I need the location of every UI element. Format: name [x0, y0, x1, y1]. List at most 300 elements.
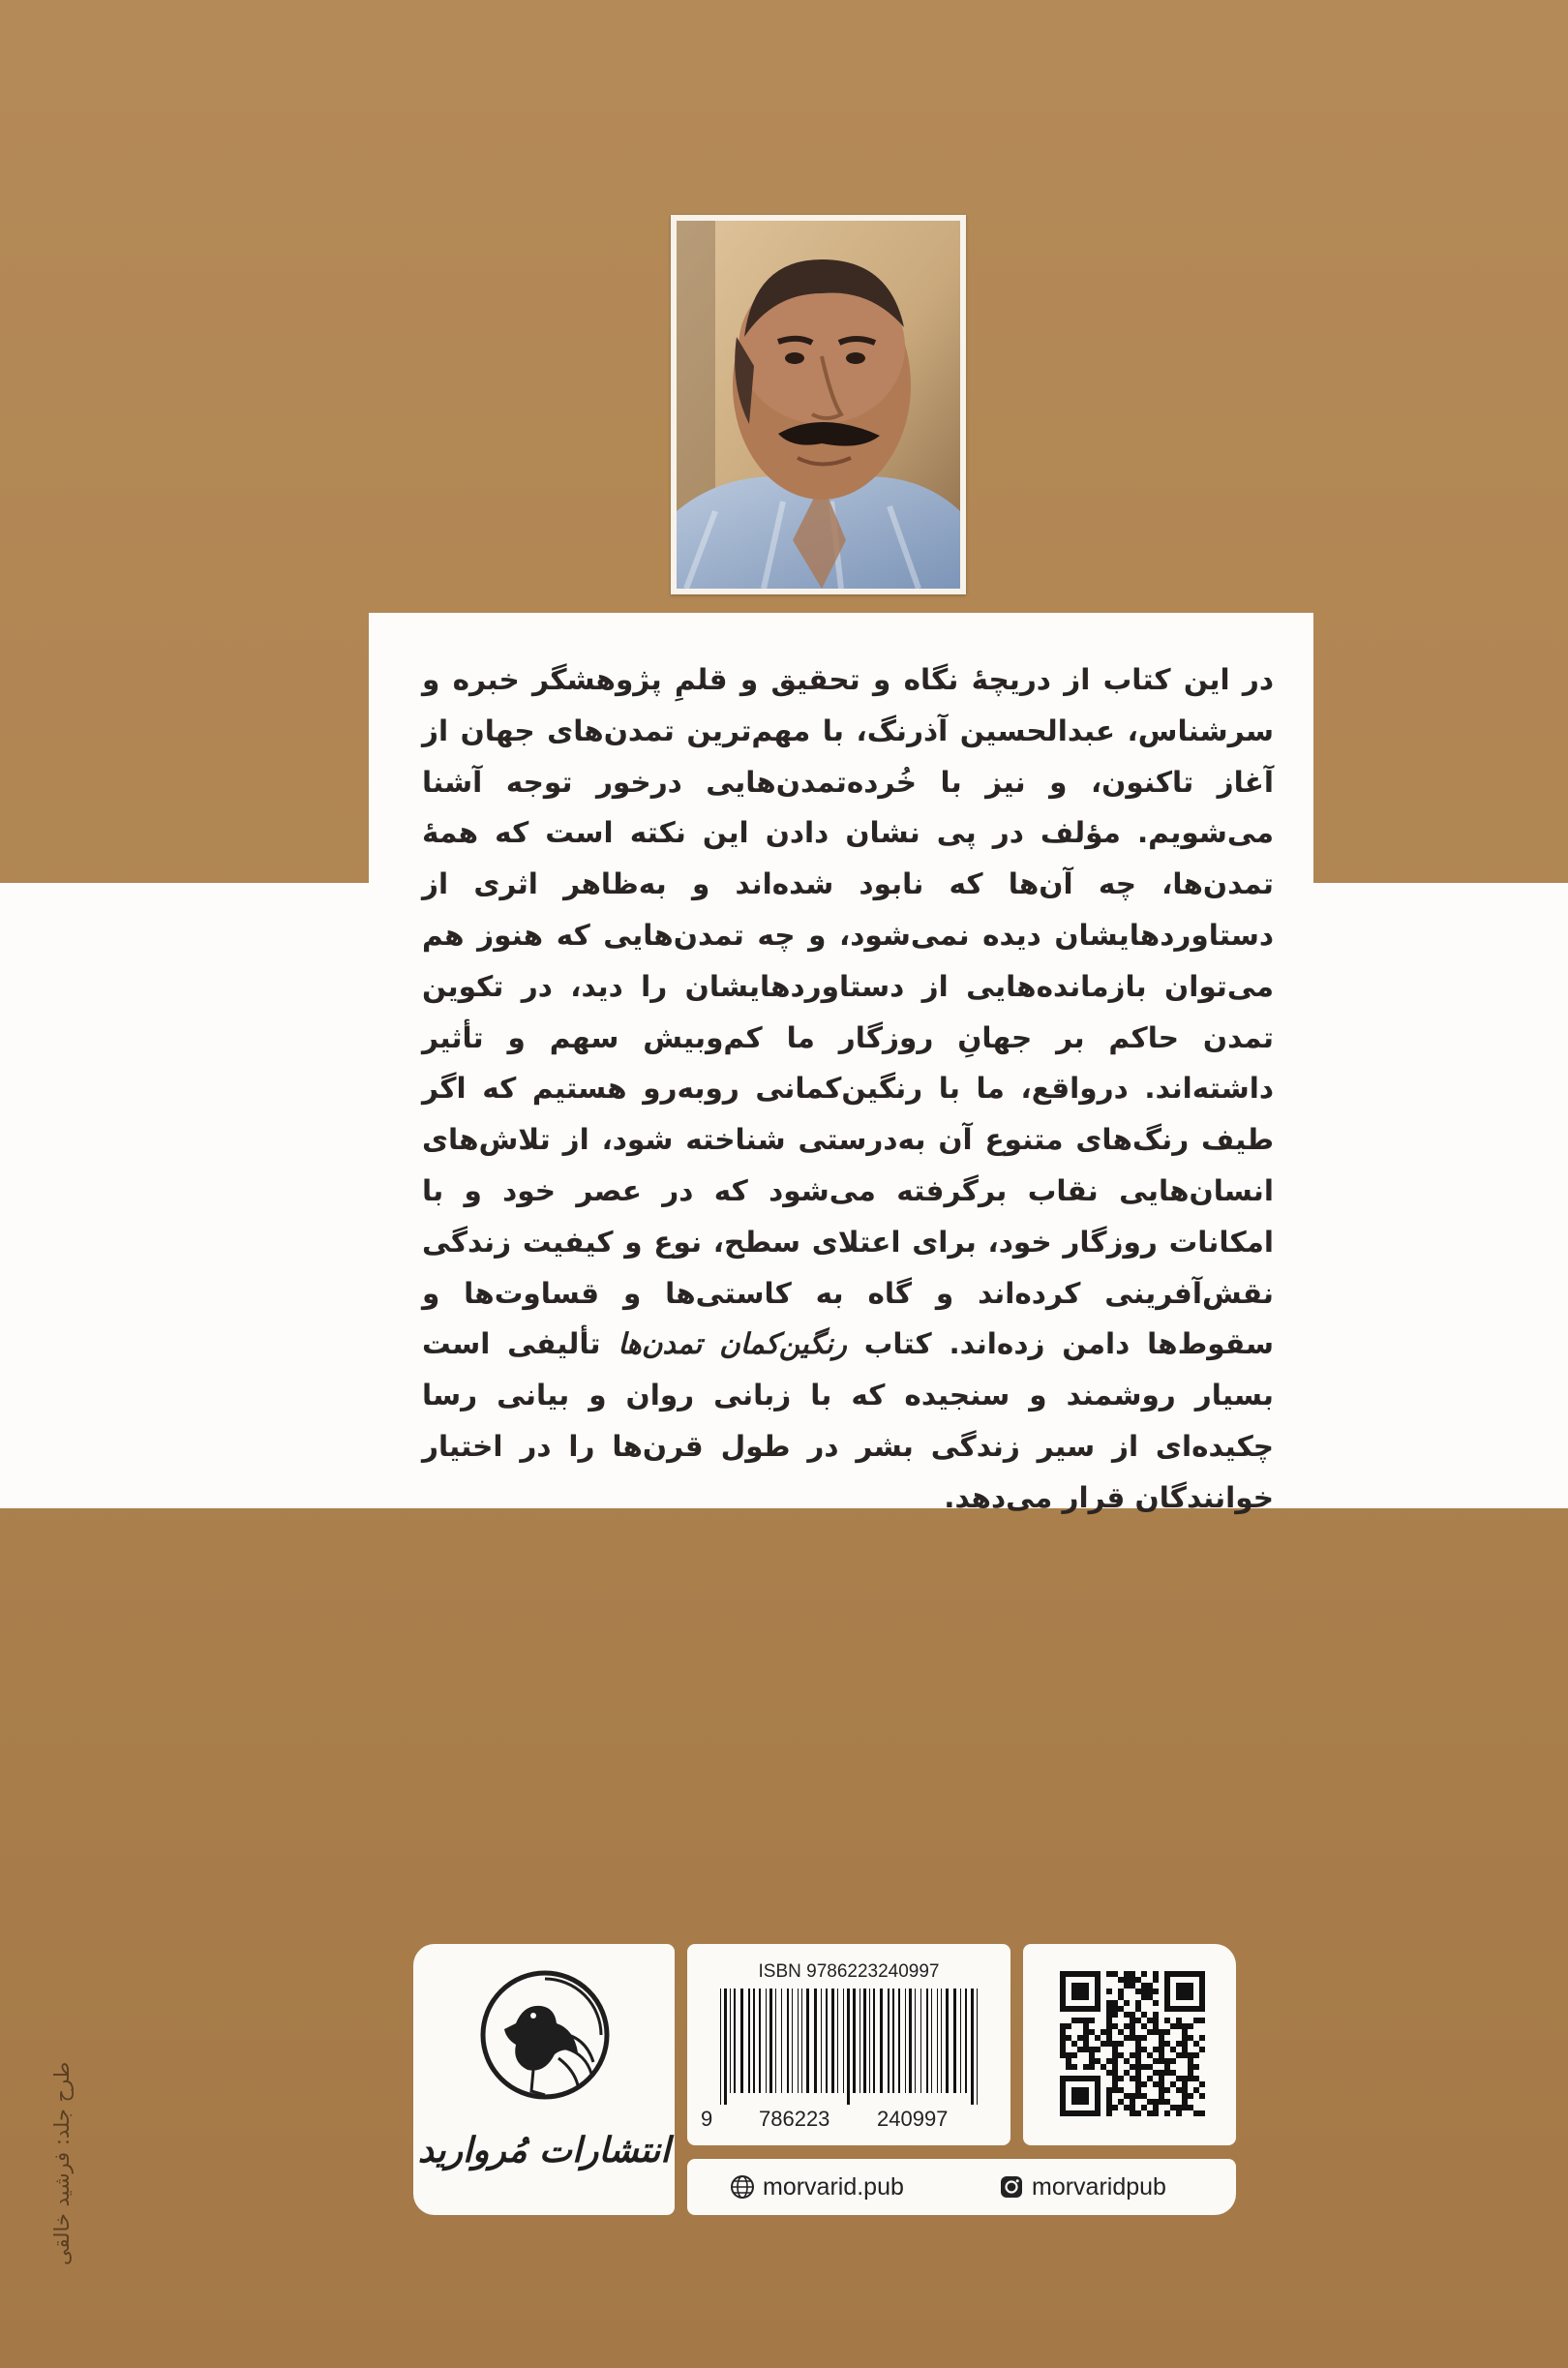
- qr-module: [1077, 2035, 1083, 2041]
- website-link[interactable]: [730, 2171, 904, 2203]
- qr-module: [1147, 2076, 1153, 2081]
- isbn-card: [687, 1944, 1010, 2145]
- qr-module: [1118, 2041, 1124, 2047]
- qr-module: [1106, 2035, 1112, 2041]
- qr-module: [1083, 2064, 1089, 2070]
- qr-module: [1089, 2018, 1095, 2023]
- qr-module: [1066, 2023, 1071, 2029]
- qr-module: [1182, 2087, 1188, 2093]
- qr-module: [1153, 1977, 1159, 1983]
- barcode-bar: [926, 1989, 928, 2093]
- qr-module: [1071, 2018, 1077, 2023]
- qr-module: [1188, 2023, 1193, 2029]
- qr-module: [1118, 2076, 1124, 2081]
- qr-module: [1153, 2029, 1159, 2035]
- qr-module: [1112, 2012, 1118, 2018]
- qr-module: [1135, 2052, 1141, 2058]
- barcode-bar: [909, 1989, 912, 2093]
- qr-module: [1199, 2018, 1205, 2023]
- qr-module: [1147, 2110, 1153, 2116]
- qr-module: [1130, 1983, 1135, 1989]
- barcode-bar: [931, 1989, 932, 2093]
- barcode-bar: [748, 1989, 750, 2093]
- qr-module: [1112, 2000, 1118, 2006]
- qr-module: [1089, 2064, 1095, 2070]
- barcode-bar: [801, 1989, 802, 2093]
- qr-module: [1106, 2110, 1112, 2116]
- qr-module: [1106, 1989, 1112, 1994]
- qr-module: [1193, 2076, 1199, 2081]
- qr-module: [1095, 2035, 1101, 2041]
- qr-module: [1176, 1983, 1193, 2000]
- qr-module: [1106, 2029, 1112, 2035]
- qr-module: [1135, 2035, 1141, 2041]
- qr-module: [1066, 2035, 1071, 2041]
- isbn-right-group: 240997: [877, 2107, 949, 2131]
- qr-module: [1135, 1977, 1141, 1983]
- qr-module: [1159, 2076, 1164, 2081]
- qr-module: [1106, 2023, 1112, 2029]
- qr-module: [1124, 2070, 1130, 2076]
- qr-module: [1124, 2023, 1130, 2029]
- qr-module: [1130, 2018, 1135, 2023]
- qr-module: [1060, 2052, 1066, 2058]
- qr-module: [1060, 2041, 1066, 2047]
- barcode-bar: [847, 1989, 850, 2105]
- qr-module: [1199, 2047, 1205, 2052]
- barcode-bar: [971, 1989, 974, 2105]
- qr-module: [1141, 1983, 1147, 1989]
- qr-module: [1101, 2041, 1106, 2047]
- qr-module: [1089, 2052, 1095, 2058]
- qr-module: [1130, 2012, 1135, 2018]
- barcode-bar: [905, 1989, 906, 2093]
- instagram-link[interactable]: [999, 2171, 1166, 2203]
- qr-module: [1193, 2052, 1199, 2058]
- qr-module: [1071, 2041, 1077, 2047]
- qr-module: [1118, 1994, 1124, 2000]
- qr-module: [1112, 2052, 1118, 2058]
- qr-module: [1071, 1983, 1089, 2000]
- qr-module: [1135, 2093, 1141, 2099]
- qr-module: [1106, 2012, 1112, 2018]
- qr-module: [1066, 2058, 1071, 2064]
- qr-module: [1176, 2110, 1182, 2116]
- qr-module: [1083, 2023, 1089, 2029]
- qr-module: [1135, 2076, 1141, 2081]
- qr-module: [1135, 2070, 1141, 2076]
- qr-module: [1141, 2081, 1147, 2087]
- qr-module: [1147, 2029, 1153, 2035]
- instagram-icon: [999, 2174, 1024, 2200]
- qr-module: [1130, 1971, 1135, 1977]
- qr-module: [1112, 2087, 1118, 2093]
- qr-module: [1135, 2058, 1141, 2064]
- barcode-bar: [798, 1989, 799, 2093]
- qr-module: [1095, 2058, 1101, 2064]
- qr-module: [1170, 2105, 1176, 2110]
- qr-module: [1106, 2105, 1112, 2110]
- bird-logo-icon: [477, 1965, 613, 2110]
- qr-module: [1135, 2041, 1141, 2047]
- qr-module: [1159, 2029, 1164, 2035]
- qr-module: [1141, 1989, 1147, 1994]
- qr-module: [1106, 2006, 1112, 2012]
- barcode-bar: [873, 1989, 875, 2093]
- barcode-bar: [920, 1989, 921, 2093]
- barcode-bar: [792, 1989, 793, 2093]
- qr-module: [1130, 2093, 1135, 2099]
- qr-module: [1141, 2064, 1147, 2070]
- qr-module: [1118, 2099, 1124, 2105]
- qr-module: [1147, 2018, 1153, 2023]
- qr-module: [1106, 2018, 1112, 2023]
- qr-module: [1164, 2099, 1170, 2105]
- barcode-bar: [859, 1989, 860, 2093]
- qr-module: [1170, 2081, 1176, 2087]
- barcode-bar: [759, 1989, 761, 2093]
- barcode-bar: [853, 1989, 856, 2093]
- qr-module: [1141, 2093, 1147, 2099]
- barcode-bar: [734, 1989, 736, 2093]
- qr-module: [1141, 2012, 1147, 2018]
- qr-module: [1182, 2035, 1188, 2041]
- qr-module: [1135, 2000, 1141, 2006]
- qr-module: [1153, 2110, 1159, 2116]
- qr-module: [1159, 2081, 1164, 2087]
- qr-module: [1135, 2018, 1141, 2023]
- qr-module: [1130, 2052, 1135, 2058]
- isbn-left-group: 786223: [759, 2107, 830, 2131]
- qr-module: [1106, 2058, 1112, 2064]
- qr-module: [1095, 2047, 1101, 2052]
- qr-module: [1077, 2018, 1083, 2023]
- qr-module: [1159, 2035, 1164, 2041]
- qr-module: [1153, 2105, 1159, 2110]
- qr-module: [1124, 1977, 1130, 1983]
- qr-module: [1147, 1994, 1153, 2000]
- qr-module: [1124, 2058, 1130, 2064]
- qr-module: [1130, 2029, 1135, 2035]
- qr-module: [1083, 2041, 1089, 2047]
- qr-module: [1159, 2052, 1164, 2058]
- qr-code-icon[interactable]: [1060, 1971, 1205, 2116]
- barcode-bar: [766, 1989, 767, 2093]
- barcode-bar: [965, 1989, 967, 2093]
- qr-module: [1199, 2035, 1205, 2041]
- qr-module: [1060, 2029, 1066, 2035]
- isbn-label: ISBN 9786223240997: [758, 1961, 940, 1982]
- qr-module: [1118, 1989, 1124, 1994]
- links-card: [687, 2159, 1236, 2215]
- qr-module: [1083, 2018, 1089, 2023]
- qr-module: [1112, 2105, 1118, 2110]
- barcode-bar: [977, 1989, 978, 2105]
- qr-module: [1130, 2099, 1135, 2105]
- qr-module: [1112, 1971, 1118, 1977]
- qr-module: [1141, 2023, 1147, 2029]
- book-description: [422, 654, 1274, 1524]
- qr-module: [1188, 2070, 1193, 2076]
- barcode-bar: [837, 1989, 838, 2093]
- qr-module: [1135, 2047, 1141, 2052]
- qr-module: [1106, 2070, 1112, 2076]
- qr-module: [1164, 2029, 1170, 2035]
- qr-module: [1118, 2029, 1124, 2035]
- qr-module: [1118, 2052, 1124, 2058]
- barcode-bar: [946, 1989, 949, 2093]
- qr-module: [1188, 2064, 1193, 2070]
- qr-module: [1170, 2058, 1176, 2064]
- qr-module: [1170, 2047, 1176, 2052]
- qr-module: [1060, 2023, 1066, 2029]
- qr-module: [1124, 2012, 1130, 2018]
- qr-module: [1193, 2110, 1199, 2116]
- qr-module: [1118, 2006, 1124, 2012]
- isbn-first-digit: 9: [701, 2107, 713, 2131]
- qr-module: [1176, 2105, 1182, 2110]
- barcode-bar: [769, 1989, 772, 2093]
- qr-module: [1153, 1989, 1159, 1994]
- qr-module: [1135, 2006, 1141, 2012]
- qr-module: [1164, 2041, 1170, 2047]
- qr-module: [1153, 2023, 1159, 2029]
- qr-module: [1106, 2093, 1112, 2099]
- qr-module: [1188, 2052, 1193, 2058]
- qr-module: [1112, 2023, 1118, 2029]
- description-text-end: تألیفی است بسیار روشمند و سنجیده که با زبانی روان و بیانی رسا چکیده‌ای از سیر زندگی بشر در طول قرن‌ها را در اختیار خوانندگان قرار می‌دهد.: [422, 1327, 1274, 1514]
- barcode-bar: [720, 1989, 721, 2105]
- qr-module: [1141, 2047, 1147, 2052]
- barcode-bar: [915, 1989, 916, 2093]
- barcode-bar: [892, 1989, 894, 2093]
- globe-icon: [730, 2174, 755, 2200]
- qr-module: [1159, 2087, 1164, 2093]
- qr-module: [1112, 2058, 1118, 2064]
- instagram-text: morvaridpub: [1032, 2172, 1166, 2201]
- qr-module: [1141, 1971, 1147, 1977]
- qr-module: [1182, 2041, 1188, 2047]
- qr-module: [1188, 2105, 1193, 2110]
- qr-module: [1083, 2035, 1089, 2041]
- qr-module: [1124, 2105, 1130, 2110]
- qr-module: [1176, 2041, 1182, 2047]
- qr-module: [1130, 1977, 1135, 1983]
- barcode-bar: [787, 1989, 789, 2093]
- qr-module: [1112, 2064, 1118, 2070]
- qr-module: [1118, 1977, 1124, 1983]
- qr-module: [1089, 2029, 1095, 2035]
- qr-module: [1159, 2099, 1164, 2105]
- description-text: در این کتاب از دریچهٔ نگاه و تحقیق و قلمِ پژوهشگر خبره و سرشناس، عبدالحسین آذرنگ، با مهم‌ترین تمدن‌های جهان از آغاز تاکنون، و نیز با خُرده‌تمدن‌هایی درخور توجه آشنا می‌شویم. مؤلف در پی نشان دادن این نکته است که همهٔ تمدن‌ها، چه آن‌ها که نابود شده‌اند و به‌ظاهر اثری از دستاوردهایشان دیده نمی‌شود، و چه تمدن‌هایی که هنوز هم می‌توان بازمانده‌هایی از دستاوردهایشان را دید، در تکوین تمدن حاکم بر جهانِ روزگار ما کم‌وبیش سهم و تأثیر داشته‌اند. درواقع، ما با رنگین‌کمانی روبه‌رو هستیم که اگر طیف رنگ‌های متنوع آن به‌درستی شناخته شود، از تلاش‌های انسان‌هایی نقاب برگرفته می‌شود که در عصر خود و با امکانات روزگار خود، برای اعتلای سطح، نوع و کیفیت زندگی نقش‌آفرینی کرده‌اند و گاه به کاستی‌ها و قساوت‌ها و سقوط‌ها دامن زده‌اند. کتاب: [422, 663, 1275, 1361]
- qr-module: [1153, 2018, 1159, 2023]
- qr-module: [1124, 1983, 1130, 1989]
- qr-module: [1083, 2029, 1089, 2035]
- qr-module: [1188, 2076, 1193, 2081]
- qr-module: [1188, 2035, 1193, 2041]
- qr-module: [1124, 1971, 1130, 1977]
- qr-module: [1071, 2087, 1089, 2105]
- qr-module: [1164, 2058, 1170, 2064]
- qr-module: [1176, 2023, 1182, 2029]
- barcode-bar: [863, 1989, 866, 2093]
- qr-module: [1106, 1971, 1112, 1977]
- qr-module: [1066, 2064, 1071, 2070]
- qr-module: [1193, 2064, 1199, 2070]
- qr-module: [1159, 2047, 1164, 2052]
- qr-module: [1135, 2081, 1141, 2087]
- qr-module: [1153, 2070, 1159, 2076]
- barcode-bar: [960, 1989, 961, 2093]
- qr-module: [1182, 2052, 1188, 2058]
- qr-module: [1124, 2035, 1130, 2041]
- qr-module: [1188, 2093, 1193, 2099]
- qr-module: [1182, 2099, 1188, 2105]
- qr-module: [1147, 1983, 1153, 1989]
- qr-module: [1159, 2058, 1164, 2064]
- qr-module: [1176, 2018, 1182, 2023]
- barcode-bar: [781, 1989, 782, 2093]
- qr-module: [1112, 2070, 1118, 2076]
- barcode-bar: [814, 1989, 817, 2093]
- qr-module: [1182, 2023, 1188, 2029]
- qr-module: [1164, 2018, 1170, 2023]
- cover-design-credit: طرح جلد: فرشید خالقی: [50, 2061, 74, 2265]
- qr-module: [1164, 2070, 1170, 2076]
- qr-module: [1130, 2110, 1135, 2116]
- qr-module: [1130, 2023, 1135, 2029]
- qr-module: [1153, 2099, 1159, 2105]
- qr-module: [1147, 2099, 1153, 2105]
- qr-module: [1164, 2087, 1170, 2093]
- barcode-icon: [718, 1989, 981, 2105]
- author-photo: [671, 215, 966, 594]
- barcode-bar: [898, 1989, 900, 2093]
- barcode-bar: [724, 1989, 727, 2105]
- qr-module: [1071, 2052, 1077, 2058]
- qr-module: [1106, 2041, 1112, 2047]
- qr-module: [1141, 1994, 1147, 2000]
- qr-module: [1101, 2029, 1106, 2035]
- qr-module: [1153, 2012, 1159, 2018]
- publisher-logo-card: [413, 1944, 675, 2215]
- qr-module: [1182, 2081, 1188, 2087]
- book-title-inline: رنگین‌کمان تمدن‌ها: [618, 1327, 847, 1361]
- qr-module: [1089, 2047, 1095, 2052]
- barcode-bar: [806, 1989, 809, 2093]
- qr-module: [1153, 2081, 1159, 2087]
- qr-module: [1147, 2052, 1153, 2058]
- qr-module: [1118, 2087, 1124, 2093]
- qr-module: [1153, 2058, 1159, 2064]
- qr-module: [1112, 2041, 1118, 2047]
- qr-module: [1060, 2035, 1066, 2041]
- qr-module: [1135, 1989, 1141, 1994]
- qr-module: [1193, 2018, 1199, 2023]
- qr-card: [1023, 1944, 1236, 2145]
- qr-module: [1193, 2087, 1199, 2093]
- qr-module: [1147, 2064, 1153, 2070]
- qr-module: [1135, 2064, 1141, 2070]
- qr-module: [1182, 2029, 1188, 2035]
- qr-module: [1135, 2087, 1141, 2093]
- qr-module: [1130, 2076, 1135, 2081]
- qr-module: [1130, 2035, 1135, 2041]
- barcode-bar: [880, 1989, 883, 2093]
- qr-module: [1112, 2076, 1118, 2081]
- barcode-bar: [843, 1989, 844, 2093]
- barcode-bar: [826, 1989, 828, 2093]
- qr-module: [1170, 2023, 1176, 2029]
- qr-module: [1130, 2105, 1135, 2110]
- qr-module: [1106, 2087, 1112, 2093]
- barcode-bar: [775, 1989, 776, 2093]
- qr-module: [1124, 2093, 1130, 2099]
- author-portrait-image: [677, 221, 960, 589]
- qr-module: [1141, 2035, 1147, 2041]
- qr-module: [1182, 2093, 1188, 2099]
- qr-module: [1083, 2047, 1089, 2052]
- qr-module: [1077, 2047, 1083, 2052]
- qr-module: [1153, 2047, 1159, 2052]
- qr-module: [1106, 2099, 1112, 2105]
- qr-module: [1170, 2070, 1176, 2076]
- qr-module: [1176, 2052, 1182, 2058]
- barcode-bar: [831, 1989, 834, 2093]
- qr-module: [1159, 2041, 1164, 2047]
- qr-module: [1147, 1989, 1153, 1994]
- qr-module: [1176, 2087, 1182, 2093]
- website-text: morvarid.pub: [763, 2172, 904, 2201]
- qr-module: [1188, 2058, 1193, 2064]
- barcode-bar: [888, 1989, 890, 2093]
- qr-module: [1089, 2058, 1095, 2064]
- qr-module: [1199, 2081, 1205, 2087]
- qr-module: [1060, 2047, 1066, 2052]
- qr-module: [1182, 2105, 1188, 2110]
- qr-module: [1164, 2110, 1170, 2116]
- qr-module: [1153, 1971, 1159, 1977]
- qr-module: [1159, 2070, 1164, 2076]
- publisher-name: انتشارات مُروارید: [417, 2130, 671, 2171]
- qr-module: [1130, 2064, 1135, 2070]
- qr-module: [1164, 2064, 1170, 2070]
- qr-module: [1199, 2093, 1205, 2099]
- qr-module: [1193, 2041, 1199, 2047]
- qr-module: [1182, 2076, 1188, 2081]
- qr-module: [1112, 2047, 1118, 2052]
- qr-module: [1112, 2006, 1118, 2012]
- barcode-bar: [937, 1989, 938, 2093]
- qr-module: [1153, 2000, 1159, 2006]
- qr-module: [1124, 2000, 1130, 2006]
- qr-module: [1066, 2052, 1071, 2058]
- qr-module: [1101, 2064, 1106, 2070]
- barcode-bar: [941, 1989, 942, 2093]
- barcode-bar: [869, 1989, 870, 2093]
- qr-module: [1106, 2000, 1112, 2006]
- qr-module: [1141, 2105, 1147, 2110]
- qr-module: [1199, 2110, 1205, 2116]
- qr-module: [1176, 2076, 1182, 2081]
- qr-module: [1135, 2110, 1141, 2116]
- barcode-bar: [953, 1989, 956, 2093]
- barcode-bar: [740, 1989, 743, 2093]
- barcode-bar: [730, 1989, 731, 2093]
- qr-module: [1182, 2047, 1188, 2052]
- barcode-bar: [753, 1989, 755, 2093]
- qr-module: [1159, 2093, 1164, 2099]
